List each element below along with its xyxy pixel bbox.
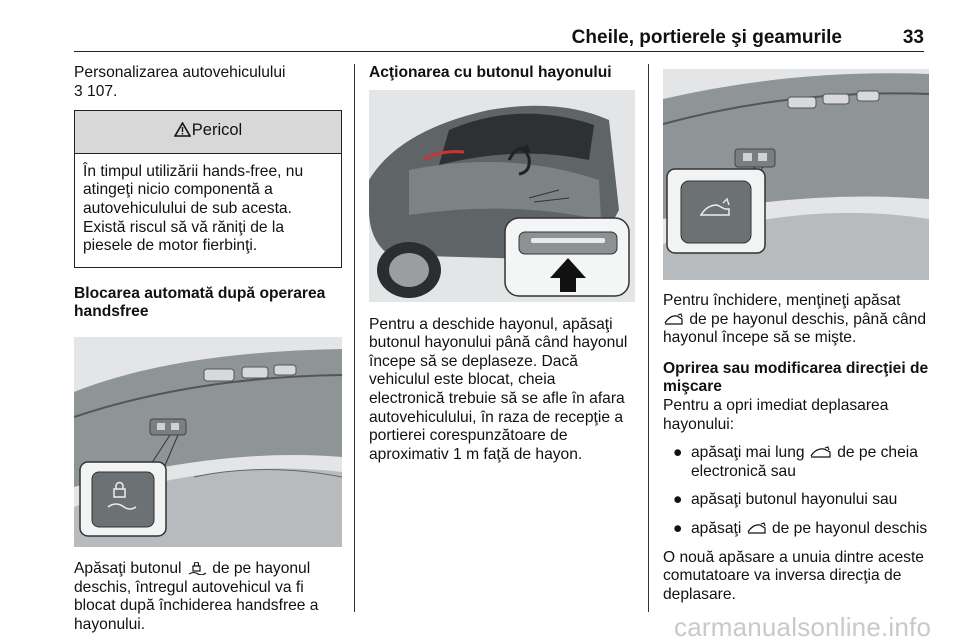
column-3 bbox=[663, 64, 929, 604]
intro-text: Personalizarea autovehiculului 3 107. bbox=[74, 64, 286, 100]
page-header-title: Cheile, portierele şi geamurile bbox=[571, 27, 842, 48]
column-divider bbox=[354, 64, 355, 612]
reverse-direction-paragraph: O nouă apăsare a unuia dintre aceste comutatoare va inversa direcţia de deplasare. bbox=[663, 548, 924, 603]
warning-title: Pericol bbox=[191, 121, 243, 140]
header-rule bbox=[74, 51, 924, 52]
tailgate-key-icon bbox=[663, 313, 685, 325]
tailgate-key-icon bbox=[746, 522, 768, 534]
stop-intro: Pentru a opri imediat deplasarea hayonului: bbox=[663, 396, 889, 433]
list-item: ● apăsaţi de pe hayonul deschis bbox=[673, 519, 928, 537]
section-heading-tailgate-button: Acţionarea cu butonul hayonului bbox=[369, 64, 612, 81]
handsfree-lock-icon bbox=[186, 562, 208, 574]
figure-handsfree-lock-button bbox=[74, 337, 342, 547]
watermark: carmanualsonline.info bbox=[674, 612, 932, 642]
close-tailgate-paragraph: Pentru închidere, menţineţi apăsat de pe hayonul deschis, până când hayonul începe să se mişte. bbox=[663, 292, 927, 347]
bullet: ● bbox=[673, 444, 683, 462]
cross-reference-arrow-icon: 3 bbox=[74, 82, 83, 100]
warning-triangle-icon bbox=[174, 122, 191, 142]
list-item: ● apăsaţi mai lung de pe cheia electronică sau bbox=[673, 444, 918, 480]
tailgate-key-icon bbox=[809, 446, 833, 458]
bullet: ● bbox=[673, 519, 683, 537]
column-1 bbox=[74, 64, 342, 634]
auto-lock-paragraph: Apăsaţi butonul de pe hayonul deschis, întregul autovehicul va fi blocat după închiderea handsfree a hayonului. bbox=[74, 559, 319, 633]
open-tailgate-paragraph: Pentru a deschide hayonul, apăsaţi butonul hayonului până când hayonul începe să se deplaseze. Dacă vehiculul este blocat, cheia electronică trebuie să se afle în afara autovehiculului, în raza de recepţie a portierei corespunzătoare de aproximativ 1 m faţă de hayon. bbox=[369, 315, 628, 463]
cross-reference-page: 107. bbox=[87, 82, 118, 100]
warning-text: În timpul utilizării hands-free, nu atingeţi nicio componentă a autovehiculului de sub acesta. Există riscul să vă răniţi de la piesele de motor fierbinţi. bbox=[83, 162, 304, 255]
page-number: 33 bbox=[902, 27, 924, 48]
figure-tailgate-button bbox=[369, 90, 635, 302]
bullet: ● bbox=[673, 491, 683, 509]
figure-tailgate-close-button bbox=[663, 69, 929, 280]
list-item: ● apăsaţi butonul hayonului sau bbox=[673, 491, 898, 509]
section-heading-stop-movement: Oprirea sau modificarea direcţiei de mişcare bbox=[663, 359, 929, 396]
column-divider bbox=[648, 64, 649, 612]
section-heading-auto-lock: Blocarea automată după operarea handsfree bbox=[74, 284, 326, 321]
danger-warning-box bbox=[74, 110, 342, 268]
stop-options-list bbox=[663, 444, 929, 538]
column-2 bbox=[369, 64, 635, 464]
warning-header bbox=[75, 111, 341, 154]
